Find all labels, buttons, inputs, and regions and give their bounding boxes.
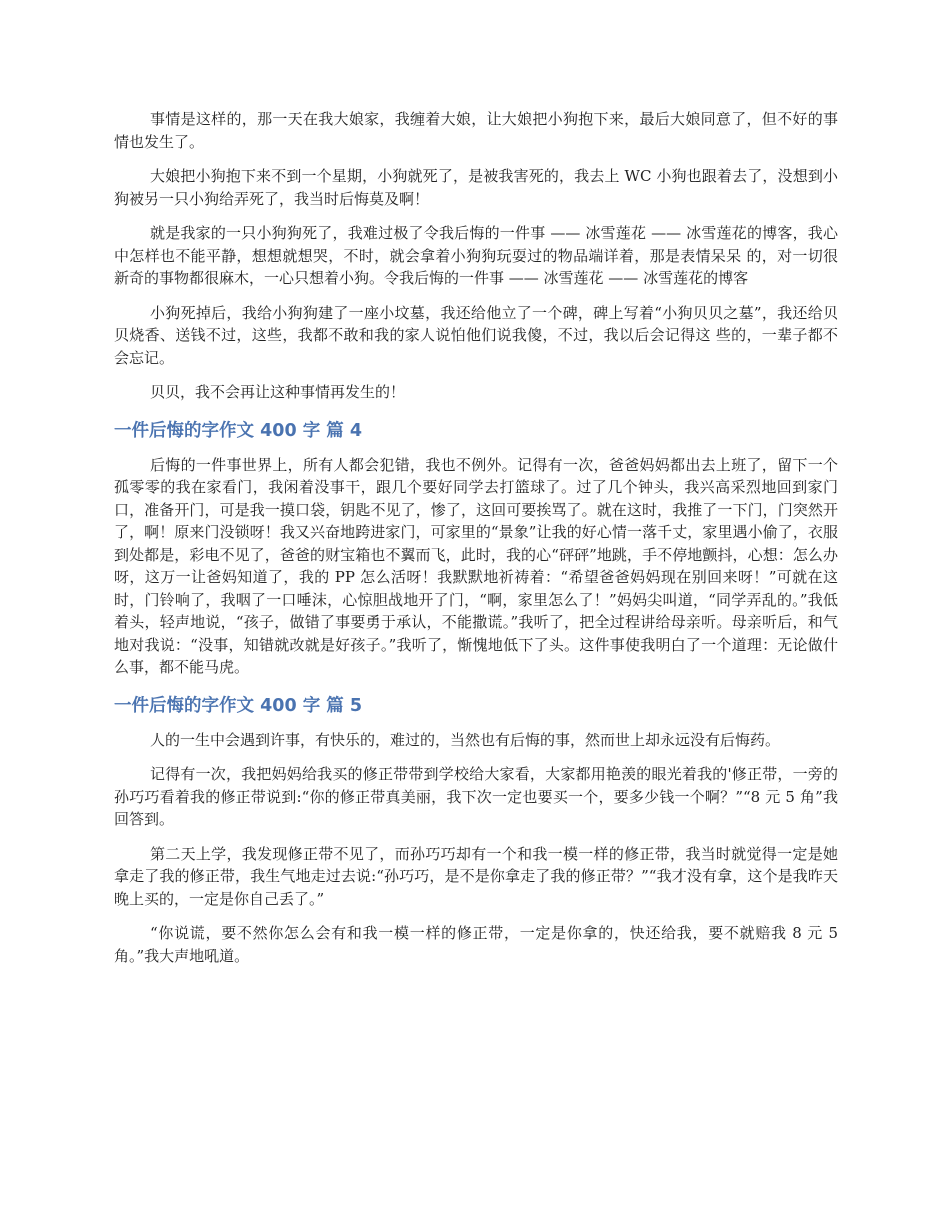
paragraph: 人的一生中会遇到许事，有快乐的，难过的，当然也有后悔的事，然而世上却永远没有后悔药。 [150, 730, 781, 749]
paragraph: 就是我家的一只小狗狗死了，我难过极了令我后悔的一件事 —— 冰雪莲花 —— 冰雪莲花的博客，我心中怎样也不能平静，想想就想哭，不时，就会拿着小狗狗玩耍过的物品端详着，那是表情呆呆 的，对一切很新奇的事物都很麻木，一心只想着小狗。令我后悔的一件事 —— 冰雪莲花 —— 冰雪莲花的博客 [114, 224, 838, 287]
paragraph: “你说谎，要不然你怎么会有和我一模一样的修正带，一定是你拿的，快还给我，要不就赔我 8 元 5 角。”我大声地吼道。 [114, 924, 838, 965]
paragraph: 记得有一次，我把妈妈给我买的修正带带到学校给大家看，大家都用艳羡的眼光着我的'修正带，一旁的孙巧巧看着我的修正带说到:“你的修正带真美丽，我下次一定也要买一个，要多少钱一个啊？”“8 元 5 角”我回答到。 [114, 765, 838, 828]
paragraph: 第二天上学，我发现修正带不见了，而孙巧巧却有一个和我一模一样的修正带，我当时就觉得一定是她拿走了我的修正带，我生气地走过去说:“孙巧巧，是不是你拿走了我的修正带？”“我才没有拿，这个是我昨天晚上买的，一定是你自己丢了。” [114, 844, 838, 908]
paragraph: 后悔的一件事世界上，所有人都会犯错，我也不例外。记得有一次，爸爸妈妈都出去上班了，留下一个孤零零的我在家看门，我闲着没事干，跟几个要好同学去打篮球了。过了几个钟头，我兴高采烈地回到家门口，准备开门，可是我一摸口袋，钥匙不见了，惨了，这回可要挨骂了。就在这时，我推了一下门，门突然开了，啊！原来门没锁呀！我又兴奋地跨进家门，可家里的“景象”让我的好心情一落千丈，家里遇小偷了，衣服到处都是，彩电不见了，爸爸的财宝箱也不翼而飞，此时，我的心“砰砰”地跳，手不停地颤抖，心想：怎么办呀，这万一让爸妈知道了，我的 PP 怎么活呀！我默默地祈祷着：“希望爸爸妈妈现在别回来呀！”可就在这时，门铃响了，我咽了一口唾沫，心惊胆战地开了门，“啊，家里怎么了！”妈妈尖叫道，“同学弄乱的。”我低着头，轻声地说，“孩子，做错了事要勇于承认，不能撒谎。”我听了，把全过程讲给母亲听。母亲听后，和气地对我说：“没事，知错就改就是好孩子。”我听了，惭愧地低下了头。这件事使我明白了一个道理：无论做什么事，都不能马虎。 [114, 455, 838, 676]
paragraph: 贝贝，我不会再让这种事情再发生的！ [150, 383, 406, 401]
section-heading: 一件后悔的字作文 400 字 篇 5 [114, 695, 363, 716]
paragraph: 大娘把小狗抱下来不到一个星期，小狗就死了，是被我害死的，我去上 WC 小狗也跟着去了，没想到小狗被另一只小狗给弄死了，我当时后悔莫及啊！ [114, 167, 838, 208]
section-heading: 一件后悔的字作文 400 字 篇 4 [114, 420, 363, 441]
document-page [114, 108, 838, 979]
paragraph: 事情是这样的，那一天在我大娘家，我缠着大娘，让大娘把小狗抱下来，最后大娘同意了，但不好的事情也发生了。 [114, 110, 838, 151]
paragraph: 小狗死掉后，我给小狗狗建了一座小坟墓，我还给他立了一个碑，碑上写着“小狗贝贝之墓”，我还给贝贝烧香、送钱不过，这些，我都不敢和我的家人说怕他们说我傻，不过，我以后会记得这 些的，一辈子都不会忘记。 [114, 303, 838, 367]
